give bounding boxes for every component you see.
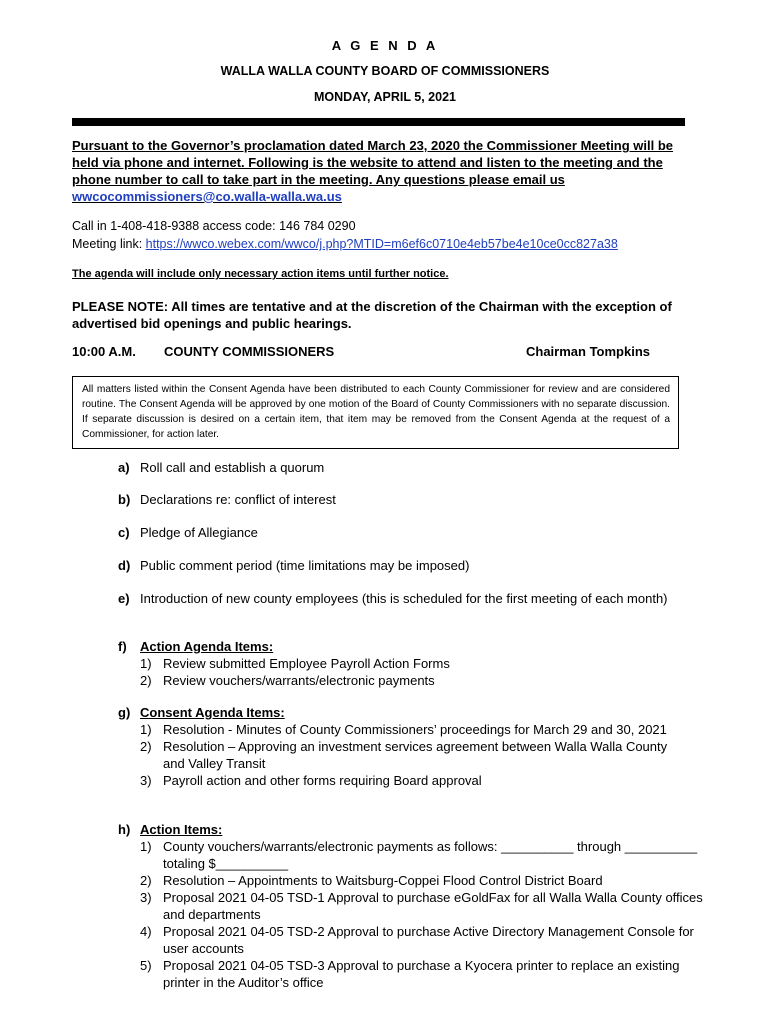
sub-item-number: 2) bbox=[140, 739, 152, 754]
item-letter: e) bbox=[118, 591, 130, 606]
sub-item-text: Proposal 2021 04-05 TSD-2 Approval to purchase Active Directory Management Console for user accounts bbox=[163, 924, 694, 956]
sub-item-number: 2) bbox=[140, 873, 152, 888]
item-text: Pledge of Allegiance bbox=[140, 525, 258, 540]
agenda-item-e bbox=[118, 590, 678, 607]
sub-item bbox=[140, 838, 708, 872]
sub-item bbox=[140, 721, 688, 738]
item-text: Public comment period (time limitations may be imposed) bbox=[140, 558, 470, 573]
sub-item-text: Resolution - Minutes of County Commissioners’ proceedings for March 29 and 30, 2021 bbox=[163, 722, 667, 737]
item-text: Introduction of new county employees (this is scheduled for the first meeting of each month) bbox=[140, 591, 668, 606]
meeting-link-line bbox=[72, 235, 712, 253]
agenda-item-b bbox=[118, 491, 708, 508]
session-time: 10:00 A.M. bbox=[72, 344, 136, 359]
sub-item-text: Proposal 2021 04-05 TSD-1 Approval to purchase eGoldFax for all Walla Walla County offices and departments bbox=[163, 890, 703, 922]
agenda-item-a bbox=[118, 459, 708, 476]
sub-item-number: 3) bbox=[140, 773, 152, 788]
item-letter: a) bbox=[118, 460, 130, 475]
sub-item-number: 4) bbox=[140, 924, 152, 939]
sub-item-number: 1) bbox=[140, 722, 152, 737]
agenda-item-g bbox=[118, 704, 688, 789]
sub-item bbox=[140, 872, 708, 889]
sub-item-text: County vouchers/warrants/electronic payments as follows: __________ through __________ totaling $__________ bbox=[163, 839, 698, 871]
item-letter: d) bbox=[118, 558, 131, 573]
item-letter: f) bbox=[118, 639, 127, 654]
agenda-title: A G E N D A bbox=[331, 38, 439, 53]
meeting-date: MONDAY, APRIL 5, 2021 bbox=[314, 90, 456, 104]
board-name: WALLA WALLA COUNTY BOARD OF COMMISSIONERS bbox=[220, 64, 550, 78]
session-department: COUNTY COMMISSIONERS bbox=[164, 344, 335, 359]
sub-item bbox=[140, 738, 688, 772]
agenda-item-h bbox=[118, 821, 708, 991]
item-text: Declarations re: conflict of interest bbox=[140, 492, 336, 507]
sub-item-number: 5) bbox=[140, 958, 152, 973]
sub-item-text: Resolution – Approving an investment services agreement between Walla Walla County and Valley Transit bbox=[163, 739, 668, 771]
agenda-item-f bbox=[118, 638, 708, 689]
sub-item-number: 1) bbox=[140, 656, 152, 671]
item-letter: c) bbox=[118, 525, 130, 540]
sub-item-text: Payroll action and other forms requiring Board approval bbox=[163, 773, 482, 788]
sub-item bbox=[140, 957, 708, 991]
call-in-line: Call in 1-408-418-9388 access code: 146 784 0290 bbox=[72, 219, 356, 233]
header-divider bbox=[72, 118, 685, 126]
sub-item-number: 1) bbox=[140, 839, 152, 854]
meeting-link-label: Meeting link: bbox=[72, 237, 146, 251]
please-note: PLEASE NOTE: All times are tentative and at the discretion of the Chairman with the exception of advertised bid openings and public hearings. bbox=[72, 299, 672, 331]
sub-item bbox=[140, 923, 708, 957]
item-text: Roll call and establish a quorum bbox=[140, 460, 325, 475]
sub-item bbox=[140, 889, 708, 923]
session-chair: Chairman Tompkins bbox=[526, 344, 651, 359]
agenda-item-c bbox=[118, 524, 708, 541]
notice-email-link[interactable]: wwcocommissioners@co.walla-walla.wa.us bbox=[72, 189, 342, 204]
item-letter: h) bbox=[118, 822, 131, 837]
sub-item-text: Review vouchers/warrants/electronic payments bbox=[163, 673, 435, 688]
sub-item bbox=[140, 672, 708, 689]
sub-item-text: Resolution – Appointments to Waitsburg-Coppei Flood Control District Board bbox=[163, 873, 603, 888]
meeting-link[interactable]: https://wwco.webex.com/wwco/j.php?MTID=m6ef6c0710e4eb57be4e10ce0cc827a38 bbox=[145, 237, 618, 251]
sub-item bbox=[140, 655, 708, 672]
item-letter: b) bbox=[118, 492, 131, 507]
governor-notice bbox=[72, 137, 702, 205]
item-heading: Action Agenda Items: bbox=[140, 639, 274, 654]
agenda-include-note: The agenda will include only necessary action items until further notice. bbox=[72, 268, 449, 280]
item-heading: Consent Agenda Items: bbox=[140, 705, 285, 720]
agenda-item-d bbox=[118, 557, 708, 574]
call-info bbox=[72, 217, 712, 253]
item-letter: g) bbox=[118, 705, 131, 720]
sub-item-number: 3) bbox=[140, 890, 152, 905]
sub-item-number: 2) bbox=[140, 673, 152, 688]
item-heading: Action Items: bbox=[140, 822, 223, 837]
sub-item bbox=[140, 772, 688, 789]
notice-text: Pursuant to the Governor’s proclamation dated March 23, 2020 the Commissioner Meeting will be held via phone and internet. Following is the website to attend and listen to the meeting and the phone number to call to take part in the meeting. Any questions please email us bbox=[72, 138, 674, 187]
sub-item-text: Proposal 2021 04-05 TSD-3 Approval to purchase a Kyocera printer to replace an existing printer in the Auditor’s office bbox=[163, 958, 680, 990]
sub-item-text: Review submitted Employee Payroll Action Forms bbox=[163, 656, 450, 671]
consent-agenda-box: All matters listed within the Consent Agenda have been distributed to each County Commissioner for review and are considered routine. The Consent Agenda will be approved by one motion of the Board of County Commissioners with no separate discussion. If separate discussion is desired on a certain item, that item may be removed from the Consent Agenda at the request of a Commissioner, for action later. bbox=[72, 376, 679, 449]
